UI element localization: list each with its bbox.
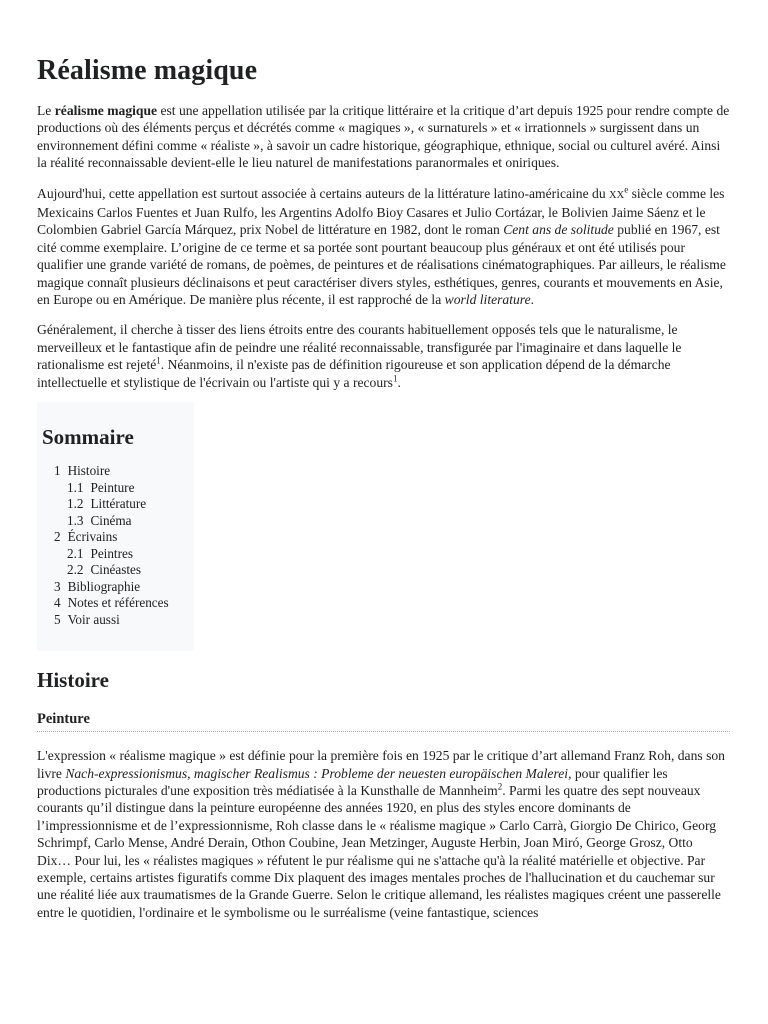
page-title: Réalisme magique [37,55,258,86]
paragraph-3: Généralement, il cherche à tisser des liens étroits entre des courants habituellement opposés tels que le naturalisme, le merveilleux et le fantastique afin de peindre une réalité reconnaissable, transfigurée par l'imaginaire et dans laquelle le rationalisme est rejeté$^1$. Néanmoins, il n'existe pas de définition rigoureuse et son application dépend de la démarche intellectuelle et stylistique de l'écrivain ou l'artiste qui y a recours$^1$. [37,322,682,390]
toc-item-ecrivains[interactable]: 2 Écrivains [54,529,118,545]
section-heading-histoire: Histoire [37,668,109,693]
toc-item-peintres[interactable]: 2.1 Peintres [67,545,133,561]
reference-link[interactable]: 1 [392,373,398,384]
work-title-link[interactable]: Cent ans de solitude [503,222,614,238]
bold-term: réalisme magique [54,103,158,118]
toc-item-notes[interactable]: 4 Notes et références [54,595,169,611]
intro-paragraph: Le réalisme magique est une appellation utilisée par la critique littéraire et la critique d’art depuis 1925 pour rendre compte de productions où des éléments perçus et décrétés comme « magiques », « surnaturels » et « irrationnels » surgissent dans un environnement défini comme « réaliste », à savoir un cadre historique, géographique, ethnique, social ou culturel avéré. Ainsi la réalité reconnaissable devient-elle le lieu naturel de manifestations paranormales et oniriques. [37,103,730,171]
century-smallcaps: XX [609,189,625,201]
century-superscript: e [624,184,629,195]
paragraph-2: Aujourd'hui, cette appellation est surtout associée à certains auteurs de la littérature latino-américaine du XXe siècle comme les Mexicains Carlos Fuentes et Juan Rulfo, les Argentins Adolfo Bioy Casares et Julio Cortázar, le Bolivien Jaime Sáenz et le Colombien Gabriel García Márquez, prix Nobel de littérature en 1982, dont le roman Cent ans de solitude publié en 1967, est cité comme exemplaire. L’origine de ce terme et sa portée sont pourtant beaucoup plus généraux et ont été utilisés pour qualifier une grande variété de romans, de poèmes, de peintures et de réalisations cinématographiques. Par ailleurs, le réalisme magique connaît plusieurs déclinaisons et peut caractériser divers styles, esthétiques, genres, courants et mouvements en Asie, en Europe ou en Amérique. De manière plus récente, il est rapproché de la world literature. [37,184,726,308]
toc-item-cineastes[interactable]: 2.2 Cinéastes [67,562,142,578]
table-of-contents [37,402,194,651]
toc-item-histoire[interactable]: 1 Histoire [54,463,111,479]
subsection-heading-peinture: Peinture [37,710,730,732]
toc-item-cinema[interactable]: 1.3 Cinéma [67,512,132,528]
reference-link[interactable]: 1 [156,355,161,366]
toc-item-bibliographie[interactable]: 3 Bibliographie [54,578,141,594]
toc-list [42,463,194,628]
toc-item-voir-aussi[interactable]: 5 Voir aussi [54,611,120,627]
reference-link[interactable]: 2 [497,781,503,792]
toc-title: Sommaire [42,425,134,450]
world-literature-link[interactable]: world literature [444,292,531,308]
book-title: Nach-expressionismus, magischer Realismus : Probleme der neuesten europäischen Malerei [65,765,569,781]
toc-item-litterature[interactable]: 1.2 Littérature [67,496,147,512]
toc-item-peinture[interactable]: 1.1 Peinture [67,479,135,495]
paragraph-peinture: L'expression « réalisme magique » est définie pour la première fois en 1925 par le critique d’art allemand Franz Roh, dans son livre Nach-expressionismus, magischer Realismus : Probleme der neuesten europäischen Malerei, pour qualifier les productions picturales d'une exposition très médiatisée à la Kunsthalle de Mannheim$^2$. Parmi les quatre des sept nouveaux courants qu’il distingue dans la peinture européenne des années 1920, en plus des styles encore dominants de l’impressionnisme et de l’expressionnisme, Roh classe dans le « réalisme magique » Carlo Carrà, Giorgio De Chirico, Georg Schrimpf, Carlo Mense, André Derain, Othon Coubine, Jean Metzinger, Auguste Herbin, Joan Miró, George Grosz, Otto Dix… Pour lui, les « réalistes magiques » réfutent le pur réalisme qui ne s'attache qu'à la réalité matérielle et objective. Par exemple, certains artistes figuratifs comme Dix plaquent des images mentales proches de l'hallucination et du cauchemar sur une réalité liée aux traumatismes de la Grande Guerre. Selon le critique allemand, les réalistes magiques créent une passerelle entre le quotidien, l'ordinaire et le symbolisme ou le surréalisme (veine fantastique, sciences [37,748,725,920]
